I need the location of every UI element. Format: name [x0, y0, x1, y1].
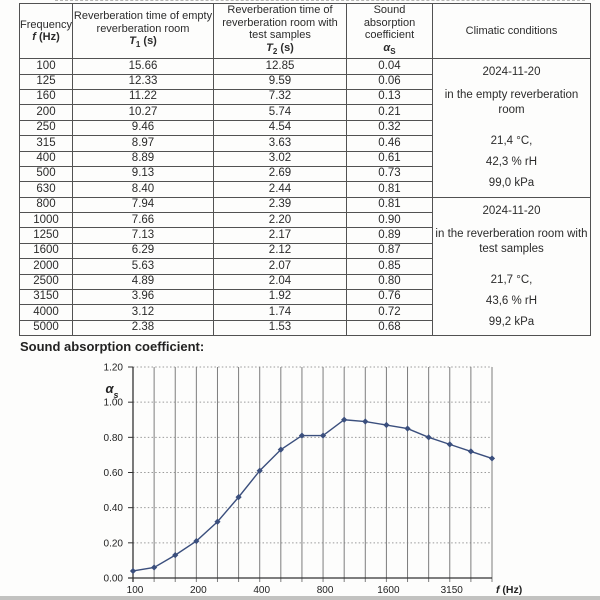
cell-frequency: 800: [20, 197, 73, 212]
cell-t1: 15.66: [73, 59, 214, 74]
cell-t1: 8.40: [73, 182, 214, 197]
cell-frequency: 5000: [20, 320, 73, 335]
cell-t1: 8.97: [73, 136, 214, 151]
data-point-marker: [151, 564, 157, 570]
y-tick-label: 1.20: [103, 362, 123, 374]
x-tick-label: 100: [126, 585, 144, 596]
data-point-marker: [426, 434, 432, 440]
cell-t2: 2.39: [214, 197, 347, 212]
y-tick-label: 0.20: [103, 538, 123, 550]
cell-frequency: 100: [20, 59, 73, 74]
cell-frequency: 125: [20, 74, 73, 89]
cell-alpha: 0.80: [347, 274, 433, 289]
cell-t2: 1.53: [214, 320, 347, 335]
cell-t1: 8.89: [73, 151, 214, 166]
cell-t1: 7.66: [73, 213, 214, 228]
x-axis-title: f (Hz): [496, 584, 523, 596]
climatic-pressure: 99,2 kPa: [488, 315, 535, 328]
cell-t1: 11.22: [73, 89, 214, 104]
y-axis-title: $\alpha_s$: [105, 381, 119, 400]
cell-alpha: 0.90: [347, 213, 433, 228]
cell-t2: 2.69: [214, 166, 347, 181]
climatic-temperature: 21,4 °C,: [490, 135, 533, 148]
cell-alpha: 0.46: [347, 136, 433, 151]
climatic-pressure: 99,0 kPa: [488, 177, 535, 190]
cell-alpha: 0.68: [347, 320, 433, 335]
cell-frequency: 1600: [20, 243, 73, 258]
cell-frequency: 1000: [20, 213, 73, 228]
cell-alpha: 0.21: [347, 105, 433, 120]
cell-t2: 2.04: [214, 274, 347, 289]
climatic-conditions-cell: [433, 59, 591, 198]
cell-frequency: 315: [20, 136, 73, 151]
x-tick-label: 3150: [440, 585, 463, 596]
cell-frequency: 3150: [20, 290, 73, 305]
cell-frequency: 2000: [20, 259, 73, 274]
cell-frequency: 1250: [20, 228, 73, 243]
x-tick-label: 200: [190, 585, 207, 596]
cell-t1: 4.89: [73, 274, 214, 289]
cell-t1: 9.46: [73, 120, 214, 135]
page-top-cutoff-line: [55, 0, 585, 1]
cell-alpha: 0.72: [347, 305, 433, 320]
cell-alpha: 0.73: [347, 166, 433, 181]
cell-alpha: 0.04: [347, 59, 433, 74]
climatic-humidity: 42,3 % rH: [485, 156, 538, 169]
cell-frequency: 630: [20, 182, 73, 197]
cell-t2: 1.92: [214, 290, 347, 305]
climatic-location: in the empty reverberation room: [444, 89, 579, 117]
column-header-4: Climatic conditions: [433, 4, 591, 59]
data-point-marker: [468, 448, 474, 454]
cell-frequency: 500: [20, 166, 73, 181]
cell-frequency: 160: [20, 89, 73, 104]
cell-frequency: 250: [20, 120, 73, 135]
cell-t1: 9.13: [73, 166, 214, 181]
column-header-1: Reverberation time of empty reverberation room $T_1$ (s): [73, 4, 214, 59]
cell-frequency: 400: [20, 151, 73, 166]
column-header-2: Reverberation time of reverberation room with test samples $T_2$ (s): [214, 4, 347, 59]
y-tick-label: 0.00: [103, 573, 123, 585]
cell-t1: 10.27: [73, 105, 214, 120]
cell-frequency: 200: [20, 105, 73, 120]
cell-alpha: 0.81: [347, 197, 433, 212]
cell-t2: 3.63: [214, 136, 347, 151]
cell-t1: 5.63: [73, 259, 214, 274]
climatic-humidity: 43,6 % rH: [485, 294, 538, 307]
cell-alpha: 0.32: [347, 120, 433, 135]
table-row: [20, 197, 591, 212]
cell-alpha: 0.13: [347, 89, 433, 104]
y-tick-label: 1.00: [103, 397, 123, 409]
cell-t2: 2.17: [214, 228, 347, 243]
x-tick-label: 800: [316, 585, 334, 596]
cell-alpha: 0.87: [347, 243, 433, 258]
absorption-series-line: [133, 420, 492, 571]
y-tick-label: 0.60: [103, 468, 123, 479]
cell-t1: 3.12: [73, 305, 214, 320]
cell-t2: 2.20: [214, 213, 347, 228]
cell-t2: 1.74: [214, 305, 347, 320]
y-tick-label: 0.80: [103, 432, 123, 444]
cell-t2: 2.12: [214, 243, 347, 258]
bottom-edge-bar: [0, 596, 600, 600]
data-point-marker: [447, 441, 453, 447]
y-tick-label: 0.40: [103, 503, 123, 515]
cell-alpha: 0.76: [347, 290, 433, 305]
cell-t2: 2.44: [214, 182, 347, 197]
table-body: [20, 59, 591, 336]
climatic-date: 2024-11-20: [482, 66, 541, 79]
column-header-0: Frequency f (Hz): [20, 4, 73, 59]
cell-frequency: 4000: [20, 305, 73, 320]
cell-t2: 5.74: [214, 105, 347, 120]
cell-t2: 7.32: [214, 89, 347, 104]
cell-t2: 9.59: [214, 74, 347, 89]
table-row: [20, 59, 591, 74]
cell-t2: 3.02: [214, 151, 347, 166]
section-heading: Sound absorption coefficient:: [20, 339, 205, 354]
cell-t1: 7.13: [73, 228, 214, 243]
x-tick-label: 400: [253, 585, 271, 596]
cell-alpha: 0.85: [347, 259, 433, 274]
cell-t2: 12.85: [214, 59, 347, 74]
data-point-marker: [383, 422, 389, 428]
column-header-3: Sound absorption coefficient $\alpha_S$: [347, 4, 433, 59]
cell-t1: 3.96: [73, 290, 214, 305]
climatic-date: 2024-11-20: [482, 204, 541, 217]
climatic-location: in the reverberation room with test samples: [435, 227, 588, 255]
cell-t2: 2.07: [214, 259, 347, 274]
cell-alpha: 0.06: [347, 74, 433, 89]
climatic-conditions-cell: [433, 197, 591, 336]
climatic-temperature: 21,7 °C,: [490, 273, 533, 286]
cell-alpha: 0.89: [347, 228, 433, 243]
cell-t2: 4.54: [214, 120, 347, 135]
data-point-marker: [489, 455, 495, 461]
data-point-marker: [404, 425, 410, 431]
cell-t1: 12.33: [73, 74, 214, 89]
reverberation-measurement-table: [19, 3, 591, 336]
cell-t1: 2.38: [73, 320, 214, 335]
cell-t1: 7.94: [73, 197, 214, 212]
table-header: [20, 4, 591, 59]
absorption-coefficient-chart: [0, 355, 600, 600]
cell-alpha: 0.81: [347, 182, 433, 197]
data-point-marker: [362, 418, 368, 424]
cell-t1: 6.29: [73, 243, 214, 258]
cell-frequency: 2500: [20, 274, 73, 289]
cell-alpha: 0.61: [347, 151, 433, 166]
x-tick-label: 1600: [377, 585, 400, 596]
data-point-marker: [130, 568, 136, 574]
